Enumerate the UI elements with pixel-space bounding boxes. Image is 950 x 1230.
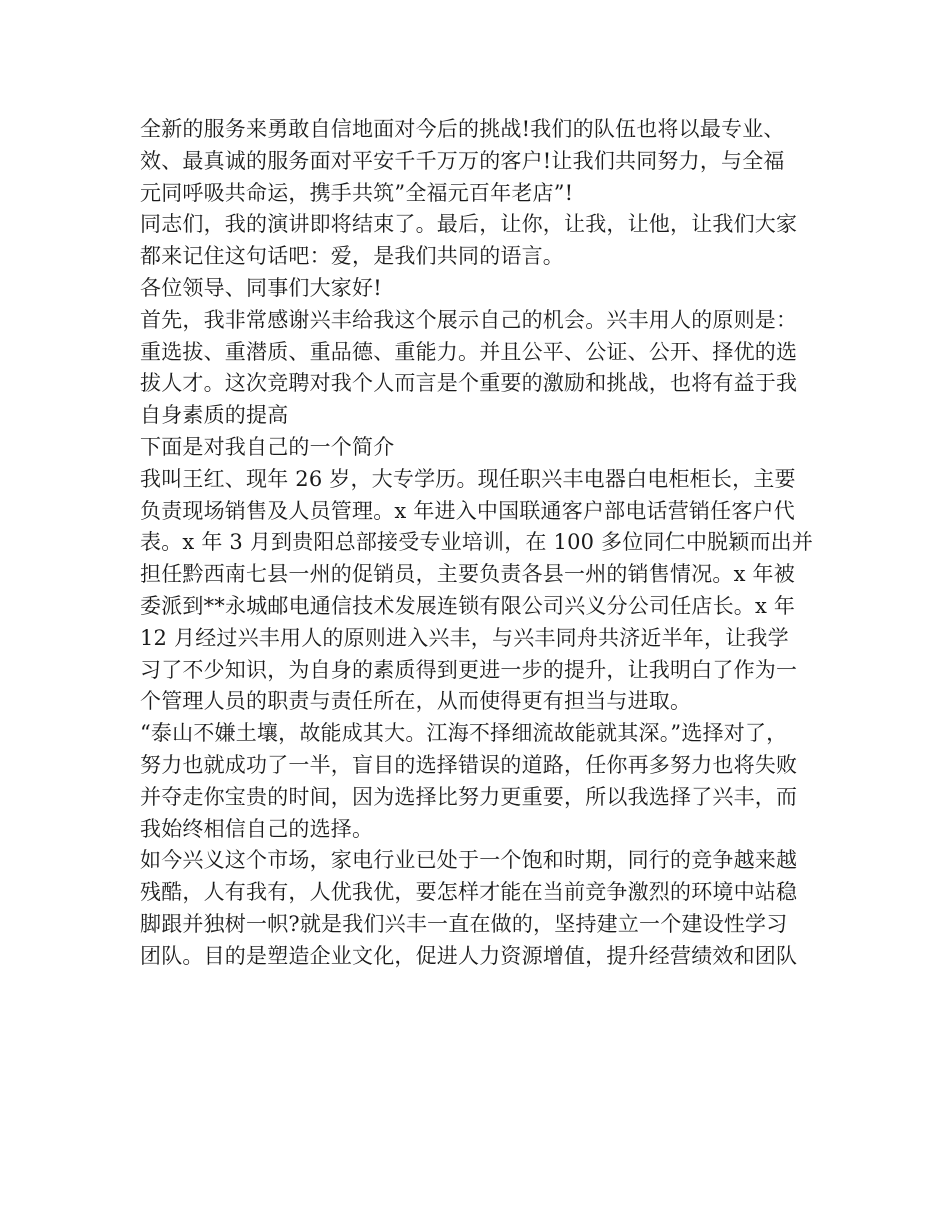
text-line: 我叫王红、现年 26 岁，大专学历。现任职兴丰电器白电柜柜长，主要 — [140, 466, 796, 491]
text-line: 都来记住这句话吧：爱，是我们共同的语言。 — [140, 244, 564, 269]
text-line: 重选拔、重潜质、重品德、重能力。并且公平、公证、公开、择优的选 — [140, 339, 798, 364]
text-line: 残酷，人有我有，人优我优，要怎样才能在当前竞争激烈的环境中站稳 — [140, 880, 798, 905]
text-line: 首先，我非常感谢兴丰给我这个展示自己的机会。兴丰用人的原则是： — [140, 307, 798, 332]
text-line: 全新的服务来勇敢自信地面对今后的挑战!我们的队伍也将以最专业、 — [140, 117, 785, 141]
text-line: 努力也就成功了一半，盲目的选择错误的道路，任你再多努力也将失败 — [140, 752, 798, 777]
text-line: 12 月经过兴丰用人的原则进入兴丰，与兴丰同舟共济近半年，让我学 — [140, 625, 789, 650]
text-line: 各位领导、同事们大家好! — [140, 275, 382, 300]
text-line: 元同呼吸共命运，携手共筑”全福元百年老店”! — [140, 180, 574, 205]
text-line: 脚跟并独树一帜?就是我们兴丰一直在做的，坚持建立一个建设性学习 — [140, 911, 788, 936]
text-line: 委派到**永城邮电通信技术发展连锁有限公司兴义分公司任店长。x 年 — [140, 593, 796, 618]
text-line: 效、最真诚的服务面对平安千千万万的客户!让我们共同努力，与全福 — [140, 148, 785, 173]
text-line: 个管理人员的职责与责任所在，从而使得更有担当与进取。 — [140, 689, 692, 714]
text-line: 负责现场销售及人员管理。x 年进入中国联通客户部电话营销任客户代 — [140, 498, 795, 523]
text-line: 拔人才。这次竞聘对我个人而言是个重要的激励和挑战，也将有益于我 — [140, 371, 798, 396]
text-line: “泰山不嫌土壤，故能成其大。江海不择细流故能就其深。”选择对了， — [140, 721, 788, 746]
text-line: 下面是对我自己的一个简介 — [140, 434, 395, 459]
text-line: 担任黔西南七县一州的促销员，主要负责各县一州的销售情况。x 年被 — [140, 562, 795, 587]
text-line: 团队。目的是塑造企业文化，促进人力资源增值，提升经营绩效和团队 — [140, 943, 798, 968]
text-line: 表。x 年 3 月到贵阳总部接受专业培训，在 100 多位同仁中脱颖而出并 — [140, 530, 814, 555]
text-line: 同志们，我的演讲即将结束了。最后，让你，让我，让他，让我们大家 — [140, 212, 798, 237]
text-line: 自身素质的提高 — [140, 403, 289, 428]
document-body — [140, 114, 830, 973]
text-line: 如今兴义这个市场，家电行业已处于一个饱和时期，同行的竞争越来越 — [140, 848, 798, 873]
text-line: 并夺走你宝贵的时间，因为选择比努力更重要，所以我选择了兴丰，而 — [140, 784, 798, 809]
text-line: 习了不少知识，为自身的素质得到更进一步的提升，让我明白了作为一 — [140, 657, 798, 682]
text-line: 我始终相信自己的选择。 — [140, 816, 374, 841]
